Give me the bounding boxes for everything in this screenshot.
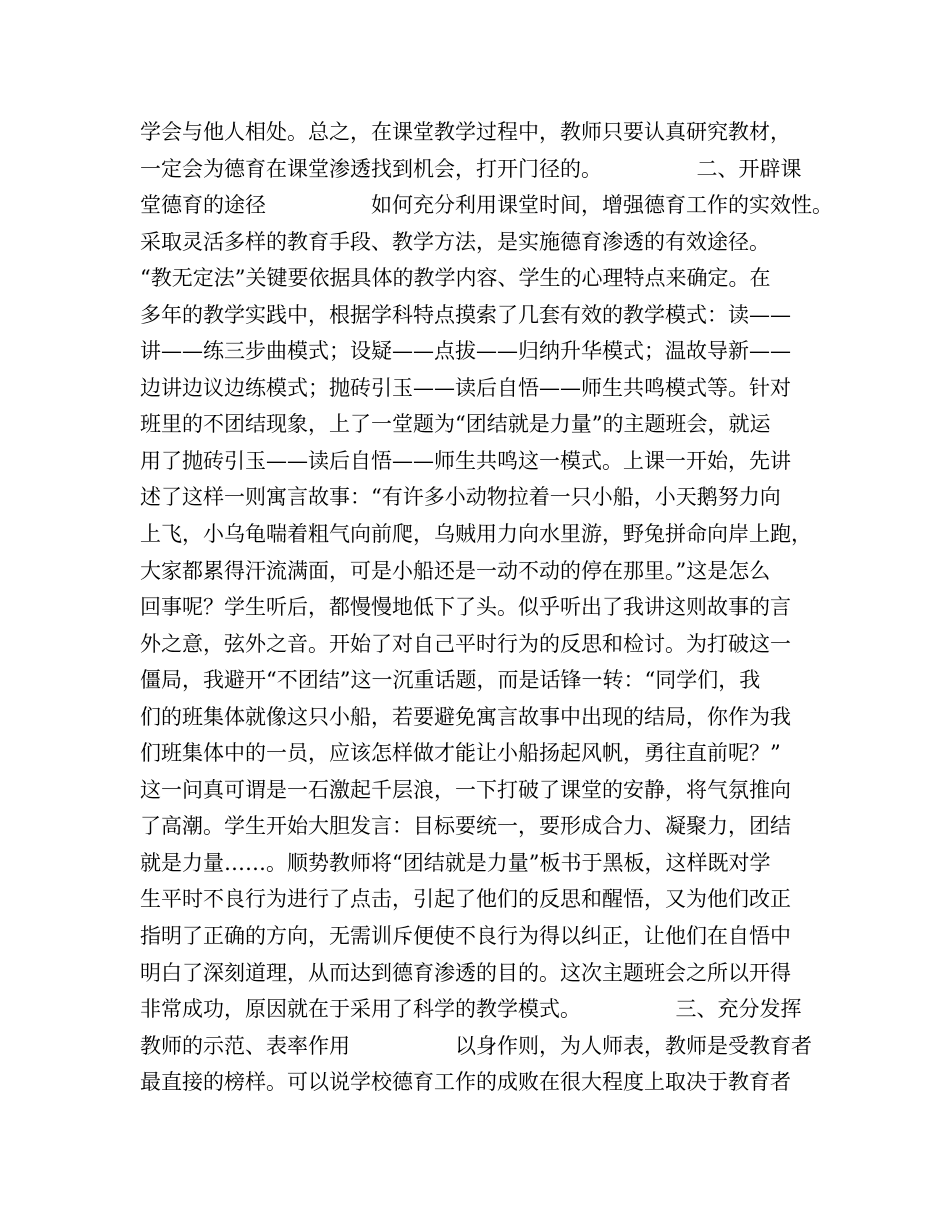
text-line: 指明了正确的方向，无需训斥便使不良行为得以纠正，让他们在自悟中 xyxy=(140,924,791,949)
text-line: 堂德育的途径 如何充分利用课堂时间，增强德育工作的实效性。 xyxy=(140,193,833,218)
text-line: 述了这样一则寓言故事：“有许多小动物拉着一只小船，小天鹅努力向 xyxy=(140,485,781,510)
text-line: 教师的示范、表率作用 以身作则，为人师表，教师是受教育者 xyxy=(140,1033,812,1058)
text-line: 生平时不良行为进行了点击，引起了他们的反思和醒悟，又为他们改正 xyxy=(140,887,791,912)
text-line: 一定会为德育在课堂渗透找到机会，打开门径的。 二、开辟课 xyxy=(140,156,802,181)
text-line: 外之意，弦外之音。开始了对自己平时行为的反思和检讨。为打破这一 xyxy=(140,631,791,656)
text-line: 上飞，小乌龟喘着粗气向前爬，乌贼用力向水里游，野兔拼命向岸上跑， xyxy=(140,522,812,547)
text-line: 学会与他人相处。总之，在课堂教学过程中，教师只要认真研究教材， xyxy=(140,120,791,144)
text-line: 边讲边议边练模式；抛砖引玉——读后自悟——师生共鸣模式等。针对 xyxy=(140,375,791,400)
text-line: 明白了深刻道理，从而达到德育渗透的目的。这次主题班会之所以开得 xyxy=(140,960,791,985)
text-line: 回事呢？学生听后，都慢慢地低下了头。似乎听出了我讲这则故事的言 xyxy=(140,595,791,620)
text-line: 这一问真可谓是一石激起千层浪，一下打破了课堂的安静，将气氛推向 xyxy=(140,777,791,802)
body-text xyxy=(140,114,833,1101)
text-line: 用了抛砖引玉——读后自悟——师生共鸣这一模式。上课一开始，先讲 xyxy=(140,448,791,473)
text-line: 非常成功，原因就在于采用了科学的教学模式。 三、充分发挥 xyxy=(140,997,802,1022)
text-line: 班里的不团结现象，上了一堂题为“团结就是力量”的主题班会，就运 xyxy=(140,412,771,437)
text-line: 讲——练三步曲模式；设疑——点拔——归纳升华模式；温故导新—— xyxy=(140,339,791,364)
text-line: “教无定法”关键要依据具体的教学内容、学生的心理特点来确定。在 xyxy=(140,266,771,291)
text-line: 就是力量……。顺势教师将“团结就是力量”板书于黑板，这样既对学 xyxy=(140,850,771,875)
text-line: 了高潮。学生开始大胆发言：目标要统一，要形成合力、凝聚力，团结 xyxy=(140,814,791,839)
text-line: 们班集体中的一员，应该怎样做才能让小船扬起风帆，勇往直前呢？” xyxy=(140,741,781,766)
text-line: 大家都累得汗流满面，可是小船还是一动不动的停在那里。”这是怎么 xyxy=(140,558,771,583)
text-line: 多年的教学实践中，根据学科特点摸索了几套有效的教学模式：读—— xyxy=(140,302,791,327)
text-line: 最直接的榜样。可以说学校德育工作的成败在很大程度上取决于教育者 xyxy=(140,1070,791,1095)
text-line: 僵局，我避开“不团结”这一沉重话题，而是话锋一转：“同学们，我 xyxy=(140,668,761,693)
text-line: 采取灵活多样的教育手段、教学方法，是实施德育渗透的有效途径。 xyxy=(140,229,770,254)
text-line: 们的班集体就像这只小船，若要避免寓言故事中出现的结局，你作为我 xyxy=(140,704,791,729)
